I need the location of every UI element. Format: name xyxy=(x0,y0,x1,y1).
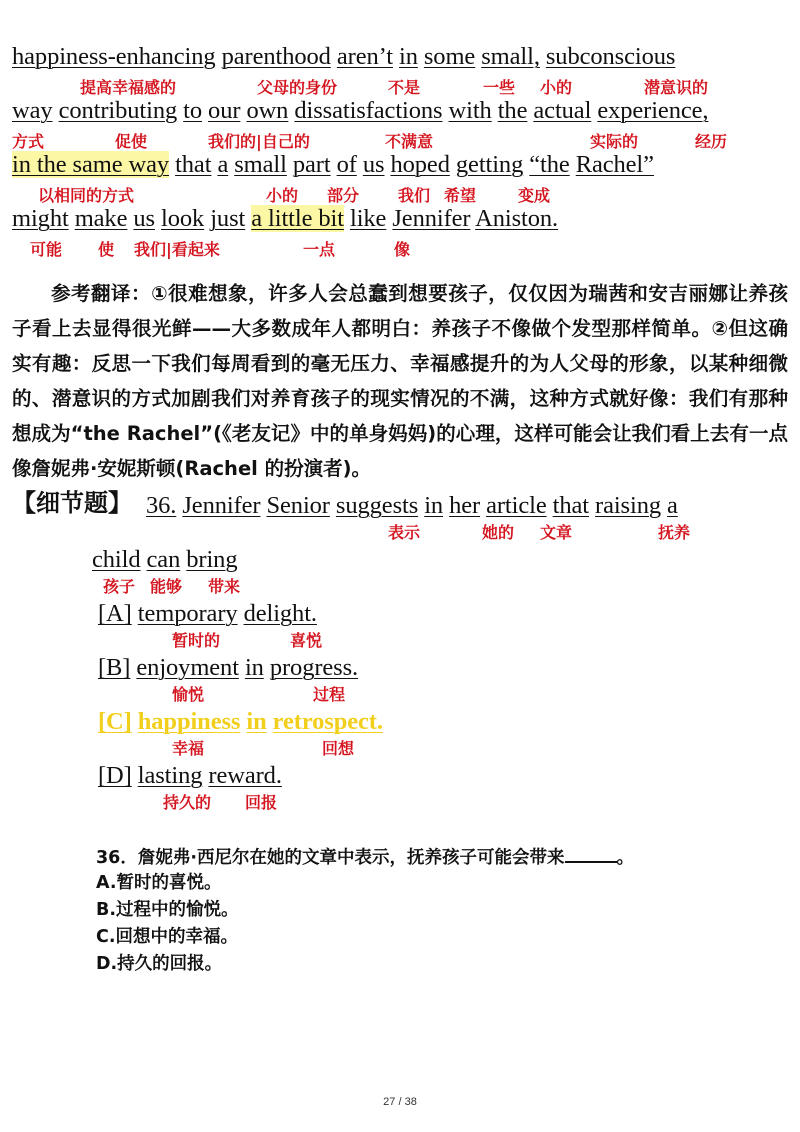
word: article xyxy=(486,492,547,519)
cn-option-b: B.过程中的愉悦。 xyxy=(96,900,239,920)
gloss: 能够 xyxy=(150,577,183,596)
passage-line-3 xyxy=(12,150,654,180)
word: dissatisfactions xyxy=(294,97,443,124)
gloss: 使 xyxy=(98,240,115,259)
word: our xyxy=(208,97,241,124)
word: raising xyxy=(595,492,661,519)
word: Aniston. xyxy=(475,205,559,232)
passage-line-2 xyxy=(12,96,708,126)
word: delight. xyxy=(243,600,317,627)
word: in xyxy=(424,492,444,519)
word: her xyxy=(449,492,481,519)
page-number xyxy=(0,1096,800,1108)
option-letter: [B] xyxy=(98,654,131,681)
passage-line-4 xyxy=(12,204,558,234)
gloss: 父母的身份 xyxy=(257,78,338,97)
translation-english-term: Rachel xyxy=(184,457,258,480)
word: Jennifer xyxy=(392,205,471,232)
gloss: 不是 xyxy=(388,78,421,97)
word: look xyxy=(161,205,205,232)
answer-blank xyxy=(565,843,617,863)
word: temporary xyxy=(137,600,238,627)
option-d[interactable] xyxy=(98,761,282,791)
gloss: 经历 xyxy=(695,132,728,151)
word: getting xyxy=(455,151,524,178)
word: in xyxy=(246,708,267,735)
gloss: 喜悦 xyxy=(290,631,323,650)
translation-label: 参考翻译： xyxy=(51,282,152,305)
option-letter: [A] xyxy=(98,600,132,627)
page-separator: / xyxy=(398,1096,402,1108)
word: us xyxy=(133,205,155,232)
cn-option-d: D.持久的回报。 xyxy=(96,954,223,974)
gloss: 我们的|自己的 xyxy=(208,132,310,151)
gloss: 带来 xyxy=(208,577,241,596)
word: subconscious xyxy=(545,43,676,70)
gloss: 她的 xyxy=(482,523,515,542)
word: child xyxy=(92,546,141,573)
highlighted-phrase: in the same way xyxy=(12,151,170,178)
gloss: 小的 xyxy=(266,186,299,205)
word: actual xyxy=(533,97,592,124)
word: experience, xyxy=(597,97,709,124)
cn-question-text: 。 xyxy=(616,848,634,868)
gloss: 回想 xyxy=(322,739,355,758)
word: “the xyxy=(529,151,570,178)
gloss: 不满意 xyxy=(385,132,434,151)
word: lasting xyxy=(137,762,203,789)
translation-text: ”(《老友记》中的单身妈妈)的心理，这样可能会让我们看上去有一点像詹妮弗·安妮斯顿( xyxy=(12,422,788,480)
gloss: 小的 xyxy=(540,78,573,97)
gloss: 抚养 xyxy=(658,523,691,542)
word: happiness-enhancing xyxy=(12,43,216,70)
gloss: 可能 xyxy=(30,240,63,259)
question-number: 36. xyxy=(146,492,177,519)
gloss: 像 xyxy=(394,240,411,259)
word: might xyxy=(12,205,69,232)
option-a[interactable] xyxy=(98,599,317,629)
word: with xyxy=(448,97,492,124)
gloss: 一些 xyxy=(483,78,516,97)
passage-line-1 xyxy=(12,42,675,72)
gloss: 幸福 xyxy=(172,739,205,758)
word: way xyxy=(12,97,53,124)
word: in xyxy=(398,43,418,70)
gloss: 回报 xyxy=(245,793,278,812)
word: progress. xyxy=(269,654,359,681)
gloss: 孩子 xyxy=(103,577,136,596)
gloss: 过程 xyxy=(313,685,346,704)
word: some xyxy=(423,43,476,70)
option-letter: [C] xyxy=(98,708,132,735)
word: us xyxy=(362,151,385,178)
gloss: 表示 xyxy=(388,523,421,542)
word: that xyxy=(175,151,212,178)
gloss: 文章 xyxy=(540,523,573,542)
word: that xyxy=(552,492,589,519)
word: a xyxy=(217,151,229,178)
total-pages: 38 xyxy=(404,1096,417,1108)
word: Senior xyxy=(266,492,330,519)
gloss: 希望 xyxy=(444,186,477,205)
word: happiness xyxy=(137,708,241,735)
gloss: 方式 xyxy=(12,132,45,151)
word: contributing xyxy=(58,97,178,124)
gloss: 部分 xyxy=(327,186,360,205)
gloss: 暂时的 xyxy=(172,631,221,650)
question-stem-line-1 xyxy=(146,491,678,521)
word: bring xyxy=(186,546,238,573)
cn-question-stem xyxy=(96,843,634,870)
word: a xyxy=(667,492,678,519)
gloss: 变成 xyxy=(518,186,551,205)
word: make xyxy=(74,205,128,232)
word: enjoyment xyxy=(136,654,239,681)
gloss: 促使 xyxy=(115,132,148,151)
gloss: 一点 xyxy=(303,240,336,259)
question-stem-line-2 xyxy=(92,545,237,575)
word: own xyxy=(246,97,289,124)
word: hoped xyxy=(390,151,450,178)
word: suggests xyxy=(335,492,419,519)
word: aren’t xyxy=(336,43,393,70)
word: of xyxy=(336,151,357,178)
option-b[interactable] xyxy=(98,653,358,683)
word: just xyxy=(210,205,246,232)
word: in xyxy=(244,654,264,681)
gloss: 我们 xyxy=(398,186,431,205)
gloss: 我们|看起来 xyxy=(134,240,220,259)
word: reward. xyxy=(208,762,282,789)
gloss: 潜意识的 xyxy=(644,78,709,97)
cn-question-text: 36．詹妮弗·西尼尔在她的文章中表示，抚养孩子可能会带来 xyxy=(96,848,565,868)
word: to xyxy=(183,97,203,124)
cn-option-a: A.暂时的喜悦。 xyxy=(96,873,222,893)
highlighted-phrase: a little bit xyxy=(251,205,344,232)
word: parenthood xyxy=(221,43,331,70)
word: part xyxy=(292,151,331,178)
question-type-tag: 【细节题】 xyxy=(12,489,132,517)
word: Jennifer xyxy=(182,492,261,519)
translation-text: 的扮演者)。 xyxy=(257,457,372,480)
word: Rachel” xyxy=(575,151,654,178)
cn-option-c: C.回想中的幸福。 xyxy=(96,927,238,947)
reference-translation xyxy=(12,276,788,486)
word: the xyxy=(497,97,528,124)
gloss: 实际的 xyxy=(590,132,639,151)
gloss: 提高幸福感的 xyxy=(80,78,177,97)
gloss: 愉悦 xyxy=(172,685,205,704)
option-c-correct-answer[interactable] xyxy=(98,707,383,737)
word: can xyxy=(146,546,181,573)
option-letter: [D] xyxy=(98,762,132,789)
word: small xyxy=(234,151,287,178)
translation-text: ①很难想象，许多人会总蠢到想要孩子，仅仅因为瑞茜和安吉丽娜让养孩子看上去显得很光鲜——大多数成年人都明白：养孩子不像做个发型那样简单。②但这确实有趣：反思一下我们每周看到的毫无压力、幸福感提升的为人父母的形象，以某种细微的、潜意识的方式加剧我们对养育孩子的现实情况的不满，这种方式就好像：我们有那种想成为“ xyxy=(12,282,788,445)
translation-english-term: the Rachel xyxy=(83,422,201,445)
word: like xyxy=(349,205,387,232)
current-page: 27 xyxy=(383,1096,396,1108)
word: retrospect. xyxy=(272,708,383,735)
word: small, xyxy=(481,43,540,70)
gloss: 持久的 xyxy=(163,793,212,812)
gloss: 以相同的方式 xyxy=(38,186,135,205)
